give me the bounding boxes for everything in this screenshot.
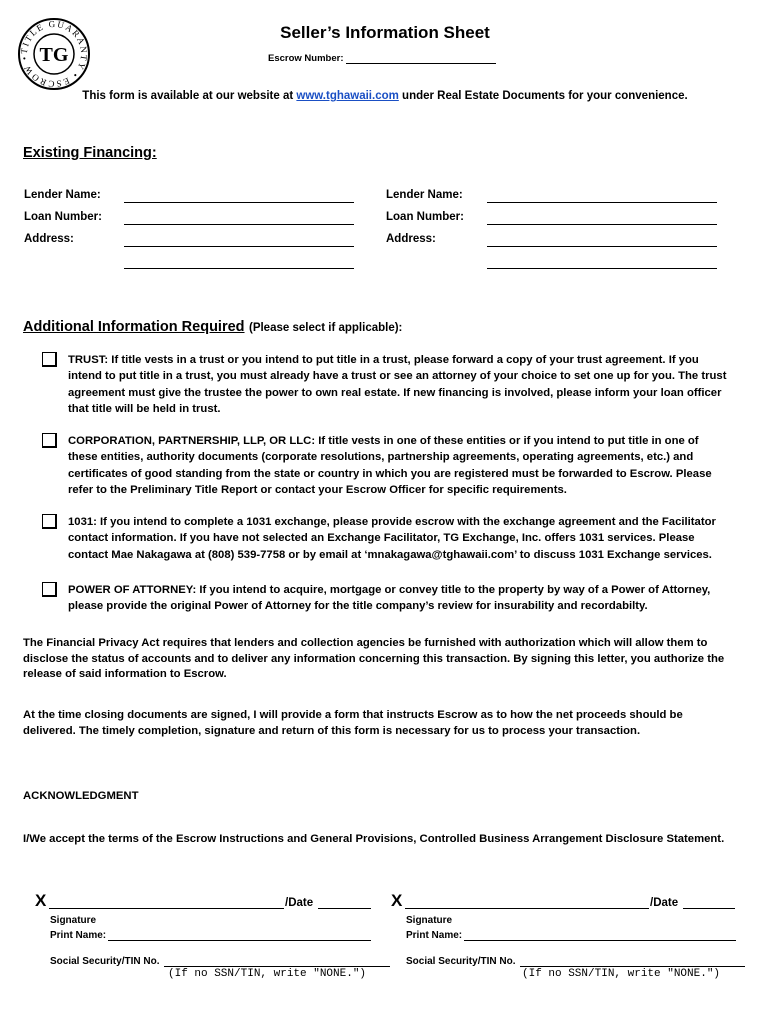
paragraph-line: delivered. The timely completion, signature and return of this form is necessary for us to process your transaction. xyxy=(23,724,641,737)
ssn-field-2[interactable] xyxy=(520,966,745,967)
page-title: Seller’s Information Sheet xyxy=(280,23,490,42)
print-name-label-2: Print Name: xyxy=(406,930,463,941)
date-field-2[interactable] xyxy=(683,908,735,909)
paragraph-line: these entities, authority documents (corporate resolutions, partnership agreements, operating agreements, etc.) and xyxy=(68,451,694,464)
right-lender-label: Lender Name: xyxy=(386,189,463,201)
date-label-2: /Date xyxy=(650,897,679,909)
trust-checkbox[interactable] xyxy=(42,352,57,367)
signature-line-2[interactable] xyxy=(405,908,649,909)
signature-line-1[interactable] xyxy=(49,908,284,909)
additional-info-heading: Additional Information Required xyxy=(23,319,245,335)
paragraph-line: intend to put title in a trust, you must already have a trust or see an attorney of your choice to set one up for you. The trust xyxy=(68,370,727,383)
paragraph-line: please provide the original Power of Attorney for the title company’s review for insurability and recordabilty. xyxy=(68,600,648,613)
trust-paragraph xyxy=(68,352,726,417)
print-name-field-2[interactable] xyxy=(464,940,736,941)
signature-label-2: Signature xyxy=(406,915,453,926)
ssn-field-1[interactable] xyxy=(164,966,390,967)
logo-initials: TG xyxy=(39,44,69,66)
availability-suffix: under Real Estate Documents for your convenience. xyxy=(398,90,688,102)
left-address-field-1[interactable] xyxy=(124,246,354,247)
power-of-attorney-paragraph xyxy=(68,582,710,615)
ssn-label-1: Social Security/TIN No. xyxy=(50,956,160,967)
left-address-label: Address: xyxy=(24,233,74,245)
paragraph-line: refer to the Preliminary Title Report or contact your Escrow Officer for specific requirements. xyxy=(68,483,567,496)
left-address-field-2[interactable] xyxy=(124,268,354,269)
paragraph-line: TRUST: If title vests in a trust or you intend to put title in a trust, please forward a copy of your trust agreement. If you xyxy=(68,354,699,366)
additional-info-subheading: (Please select if applicable): xyxy=(248,322,403,334)
acknowledgment-text: I/We accept the terms of the Escrow Instructions and General Provisions, Controlled Business Arrangement Disclosure Statement. xyxy=(23,833,725,845)
power-of-attorney-checkbox[interactable] xyxy=(42,582,57,597)
escrow-number-field[interactable] xyxy=(346,63,496,64)
left-lender-field[interactable] xyxy=(124,202,354,203)
left-loan-label: Loan Number: xyxy=(24,211,102,223)
corporation-paragraph xyxy=(68,433,712,498)
print-name-label-1: Print Name: xyxy=(50,930,107,941)
date-field-1[interactable] xyxy=(318,908,371,909)
ssn-label-2: Social Security/TIN No. xyxy=(406,956,516,967)
paragraph-line: 1031: If you intend to complete a 1031 exchange, please provide escrow with the exchange agreement and the Facilitator xyxy=(68,516,716,528)
ssn-note-1: (If no SSN/TIN, write "NONE.") xyxy=(168,968,367,980)
acknowledgment-heading: ACKNOWLEDGMENT xyxy=(23,790,139,802)
availability-prefix: This form is available at our website at xyxy=(82,90,297,102)
paragraph-line: that title will be held in trust. xyxy=(68,402,221,415)
logo-ring-text: TITLE GUARANTY • ESCROW • xyxy=(18,18,90,90)
right-lender-field[interactable] xyxy=(487,202,717,203)
privacy-paragraph xyxy=(23,636,724,683)
signature-x-mark: X xyxy=(35,891,47,910)
website-link[interactable]: www.tghawaii.com xyxy=(296,90,399,102)
left-lender-label: Lender Name: xyxy=(24,189,101,201)
paragraph-line: POWER OF ATTORNEY: If you intend to acquire, mortgage or convey title to the property by way of a Power of Attorney, xyxy=(68,584,711,596)
right-address-field-2[interactable] xyxy=(487,268,717,269)
date-label-1: /Date xyxy=(285,897,314,909)
paragraph-line: CORPORATION, PARTNERSHIP, LLP, OR LLC: If title vests in one of these entities or if you intend to put title in one of xyxy=(68,435,699,447)
closing-paragraph xyxy=(23,708,683,739)
paragraph-line: agreement must give the trustee the power to own real estate. If new financing is involved, please inform your loan officer xyxy=(68,386,722,399)
exchange-1031-paragraph xyxy=(68,514,716,563)
right-address-label: Address: xyxy=(386,233,436,245)
right-address-field-1[interactable] xyxy=(487,246,717,247)
print-name-field-1[interactable] xyxy=(108,940,371,941)
paragraph-line: The Financial Privacy Act requires that lenders and collection agencies be furnished with authorization which will allow them to xyxy=(23,637,708,649)
signature-label-1: Signature xyxy=(50,915,97,926)
availability-note xyxy=(0,90,770,102)
existing-financing-heading: Existing Financing: xyxy=(23,145,157,161)
right-loan-label: Loan Number: xyxy=(386,211,464,223)
right-loan-field[interactable] xyxy=(487,224,717,225)
exchange-1031-checkbox[interactable] xyxy=(42,514,57,529)
additional-info-header xyxy=(23,318,402,336)
left-loan-field[interactable] xyxy=(124,224,354,225)
paragraph-line: contact Mae Nakagawa at (808) 539-7758 or by email at ‘mnakagawa@tghawaii.com’ to discuss 1031 Exchange services. xyxy=(68,548,712,561)
signature-x-mark: X xyxy=(391,891,403,910)
paragraph-line: certificates of good standing from the state or country in which you are registered must be forwarded to Escrow. Please xyxy=(68,467,712,480)
paragraph-line: contact information. If you have not selected an Exchange Facilitator, TG Exchange, Inc. offers 1031 services. Please xyxy=(68,532,695,545)
paragraph-line: release of said information to Escrow. xyxy=(23,668,227,681)
escrow-number-label: Escrow Number: xyxy=(268,53,344,64)
paragraph-line: At the time closing documents are signed, I will provide a form that instructs Escrow as to how the net proceeds should be xyxy=(23,709,683,721)
paragraph-line: disclose the status of accounts and to deliver any information concerning this transaction. By signing this letter, you authorize the xyxy=(23,652,725,665)
ssn-note-2: (If no SSN/TIN, write "NONE.") xyxy=(522,968,721,980)
corporation-checkbox[interactable] xyxy=(42,433,57,448)
